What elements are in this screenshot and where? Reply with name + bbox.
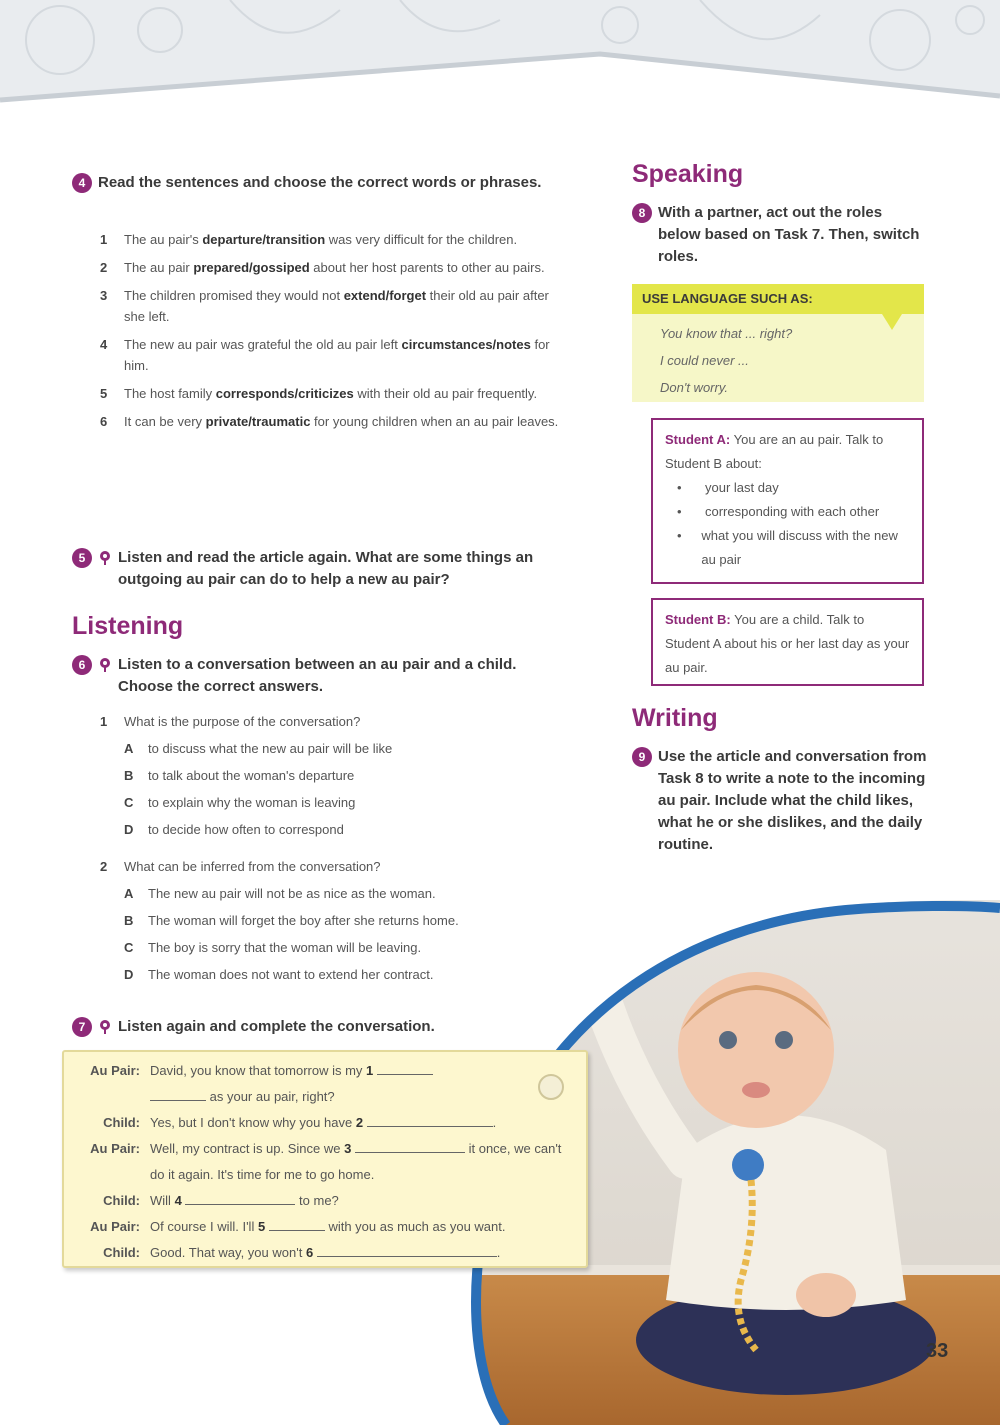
blank-3[interactable] — [355, 1137, 465, 1153]
conversation-note — [62, 1050, 588, 1268]
language-phrase: Don't worry. — [660, 380, 728, 395]
blank-1[interactable] — [377, 1059, 433, 1075]
answer-option[interactable]: D The woman does not want to extend her contract. — [124, 967, 434, 982]
task-6-instruction: 6 Listen to a conversation between an au pair and a child. Choose the correct answers. — [72, 654, 562, 698]
task-9-instruction: 9 Use the article and conversation from Task 8 to write a note to the incoming au pair. Include what the child likes, what he or she dislikes, and the daily routine. — [632, 746, 928, 856]
word-choice[interactable]: private/traumatic — [205, 414, 311, 429]
task-7-instruction: 7 Listen again and complete the conversation. — [72, 1016, 582, 1038]
dialog-line-1: Au Pair: David, you know that tomorrow is my 1 as your au pair, right? — [74, 1058, 576, 1110]
task-8-instruction: 8 With a partner, act out the roles below based on Task 7. Then, switch roles. — [632, 202, 922, 268]
writing-heading: Writing — [632, 704, 718, 732]
task-number-badge: 9 — [632, 747, 652, 767]
sentence-item: 1 The au pair's departure/transition was very difficult for the children. — [100, 232, 518, 247]
audio-icon[interactable] — [98, 550, 112, 566]
blank-1-cont[interactable] — [150, 1085, 206, 1101]
audio-icon[interactable] — [98, 657, 112, 673]
task-number-badge: 8 — [632, 203, 652, 223]
bullet-item: • your last day — [677, 480, 779, 495]
task-5-instruction: 5 Listen and read the article again. What are some things an outgoing au pair can do to help a new au pair? — [72, 547, 582, 591]
task-4-sentence-list — [100, 229, 570, 439]
blank-6[interactable] — [317, 1241, 497, 1257]
task-number-badge: 7 — [72, 1017, 92, 1037]
note-pin-hole — [538, 1074, 564, 1100]
dialog-line-5: Au Pair: Of course I will. I'll 5 with you as much as you want. — [74, 1214, 576, 1240]
word-choice[interactable]: departure/transition — [202, 232, 326, 247]
language-phrases — [660, 320, 792, 401]
sentence-item: 4 The new au pair was grateful the old au pair left circumstances/notes for him. — [100, 337, 550, 373]
listening-heading: Listening — [72, 612, 184, 640]
word-choice[interactable]: circumstances/notes — [401, 337, 531, 352]
dialog-line-6: Child: Good. That way, you won't 6 . — [74, 1240, 576, 1266]
answer-option[interactable]: B The woman will forget the boy after she returns home. — [124, 913, 459, 928]
word-choice[interactable]: prepared/gossiped — [193, 260, 310, 275]
sentence-item: 3 The children promised they would not extend/forget their old au pair after she left. — [100, 288, 549, 324]
use-language-heading: USE LANGUAGE SUCH AS: — [632, 284, 924, 314]
dialog-line-2: Child: Yes, but I don't know why you have 2 . — [74, 1110, 576, 1136]
sentence-item: 6 It can be very private/traumatic for young children when an au pair leaves. — [100, 414, 559, 429]
bullet-item: • what you will discuss with the new au pair — [677, 528, 898, 567]
dialog-line-4: Child: Will 4 to me? — [74, 1188, 576, 1214]
answer-option[interactable]: B to talk about the woman's departure — [124, 768, 355, 783]
decorative-header-banner — [0, 0, 1000, 112]
student-a-bullets — [665, 476, 910, 572]
word-choice[interactable]: corresponds/criticizes — [215, 386, 354, 401]
language-phrase: You know that ... right? — [660, 326, 793, 341]
question-block — [100, 708, 570, 843]
blank-2[interactable] — [367, 1111, 493, 1127]
dialog-line-3: Au Pair: Well, my contract is up. Since we 3 it once, we can't do it again. It's time for me to go home. — [74, 1136, 576, 1188]
page-number: 33 — [926, 1340, 949, 1362]
answer-option[interactable]: C to explain why the woman is leaving — [124, 795, 356, 810]
answer-option[interactable]: D to decide how often to correspond — [124, 822, 344, 837]
speaking-heading: Speaking — [632, 160, 744, 188]
sentence-item: 2 The au pair prepared/gossiped about her host parents to other au pairs. — [100, 260, 545, 275]
blank-4[interactable] — [185, 1189, 295, 1205]
use-language-box — [632, 284, 924, 402]
question-text: 1 What is the purpose of the conversation? — [100, 714, 361, 729]
sentence-item: 5 The host family corresponds/criticizes with their old au pair frequently. — [100, 386, 538, 401]
audio-icon[interactable] — [98, 1019, 112, 1035]
answer-option[interactable]: C The boy is sorry that the woman will be leaving. — [124, 940, 422, 955]
task-number-badge: 5 — [72, 548, 92, 568]
answer-option[interactable]: A to discuss what the new au pair will be like — [124, 741, 393, 756]
answer-option[interactable]: A The new au pair will not be as nice as the woman. — [124, 886, 436, 901]
blank-5[interactable] — [269, 1215, 325, 1231]
language-phrase: I could never ... — [660, 353, 749, 368]
task-number-badge: 6 — [72, 655, 92, 675]
word-choice[interactable]: extend/forget — [343, 288, 427, 303]
question-text: 2 What can be inferred from the conversation? — [100, 859, 381, 874]
task-number-badge: 4 — [72, 173, 92, 193]
student-b-card: Student B: You are a child. Talk to Student A about his or her last day as your au pair. — [651, 598, 924, 686]
bullet-item: • corresponding with each other — [677, 504, 880, 519]
student-a-card: Student A: You are an au pair. Talk to Student B about: • your last day • corresponding with each other • what you will discuss with the new au pair — [651, 418, 924, 584]
task-4-instruction: 4 Read the sentences and choose the correct words or phrases. — [72, 172, 562, 194]
speech-tip — [882, 314, 902, 330]
